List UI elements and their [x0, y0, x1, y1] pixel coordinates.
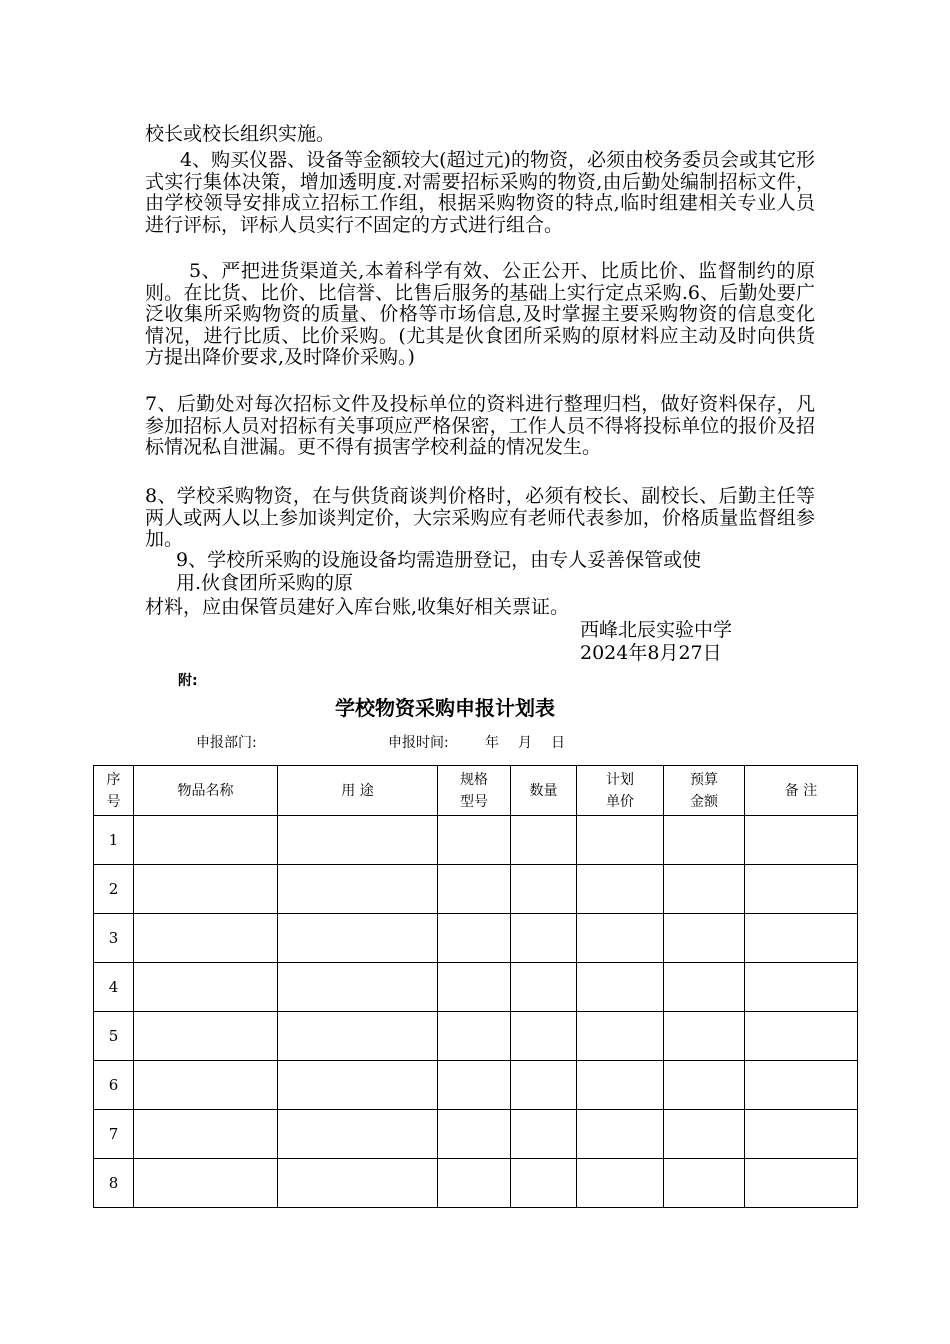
column-header: [278, 766, 438, 816]
table-cell[interactable]: [278, 1159, 438, 1208]
column-header: [438, 766, 511, 816]
table-cell[interactable]: [511, 914, 577, 963]
table-row: [94, 816, 858, 865]
table-cell[interactable]: [511, 865, 577, 914]
table-cell[interactable]: [438, 865, 511, 914]
column-header: [511, 766, 577, 816]
table-cell[interactable]: [438, 1159, 511, 1208]
form-title: 学校物资采购申报计划表: [335, 696, 555, 720]
column-header: [134, 766, 278, 816]
month-label: 月: [518, 735, 532, 751]
table-cell[interactable]: [664, 1061, 745, 1110]
table-cell[interactable]: [511, 1012, 577, 1061]
paragraph-item-9-line3: 材料，应由保管员建好入库台账,收集好相关票证。: [145, 596, 570, 618]
column-header: [94, 766, 134, 816]
table-cell[interactable]: [438, 1061, 511, 1110]
column-header-text: 预算: [690, 771, 718, 788]
table-cell[interactable]: [438, 816, 511, 865]
table-cell[interactable]: [278, 914, 438, 963]
signature-school: 西峰北辰实验中学: [580, 619, 733, 641]
column-header-text: 单价: [606, 793, 634, 810]
table-cell[interactable]: [438, 963, 511, 1012]
table-cell[interactable]: [278, 963, 438, 1012]
report-time-label: 申报时间:: [388, 735, 449, 751]
column-header-text: 用 途: [341, 782, 374, 799]
table-row: [94, 1061, 858, 1110]
table-cell[interactable]: [278, 816, 438, 865]
column-header-text: 金额: [690, 793, 718, 810]
column-header: [577, 766, 664, 816]
table-cell[interactable]: [134, 1012, 278, 1061]
paragraph-item-8: 8、学校采购物资，在与供货商谈判价格时，必须有校长、副校长、后勤主任等两人或两人以上参加谈判定价，大宗采购应有老师代表参加，价格质量监督组参加。: [145, 485, 815, 550]
table-cell[interactable]: [577, 1110, 664, 1159]
table-cell[interactable]: [745, 914, 858, 963]
table-cell[interactable]: [511, 963, 577, 1012]
day-label: 日: [551, 735, 565, 751]
row-number: 3: [94, 914, 134, 963]
table-cell[interactable]: [577, 1159, 664, 1208]
year-label: 年: [485, 735, 499, 751]
column-header-text: 数量: [529, 782, 558, 799]
table-cell[interactable]: [438, 914, 511, 963]
table-cell[interactable]: [745, 1110, 858, 1159]
table-cell[interactable]: [134, 1159, 278, 1208]
row-number: 5: [94, 1012, 134, 1061]
column-header-text: 计划: [606, 771, 634, 788]
paragraph-continuation: 校长或校长组织实施。: [145, 123, 336, 145]
table-cell[interactable]: [664, 1110, 745, 1159]
column-header-text: 物品名称: [177, 782, 234, 799]
row-number: 2: [94, 865, 134, 914]
row-number: 4: [94, 963, 134, 1012]
table-cell[interactable]: [664, 963, 745, 1012]
table-cell[interactable]: [134, 816, 278, 865]
table-header-row: [94, 766, 858, 816]
paragraph-item-5-6: 5、严把进货渠道关,本着科学有效、公正公开、比质比价、监督制约的原则。在比货、比价、比信誉、比售后服务的基础上实行定点采购.6、后勤处要广泛收集所采购物资的质量、价格等市场信息,及时掌握主要采购物资的信息变化情况，进行比质、比价采购。(尤其是伙食团所采购的原材料应主动及时向供货方提出降价要求,及时降价采购。): [145, 260, 815, 368]
table-cell[interactable]: [664, 865, 745, 914]
table-row: [94, 1110, 858, 1159]
table-cell[interactable]: [511, 1061, 577, 1110]
table-row: [94, 865, 858, 914]
row-number: 8: [94, 1159, 134, 1208]
table-cell[interactable]: [438, 1110, 511, 1159]
table-cell[interactable]: [278, 1061, 438, 1110]
table-cell[interactable]: [134, 1110, 278, 1159]
paragraph-item-9-line2: 用.伙食团所采购的原: [176, 572, 354, 594]
column-header-text: 号: [106, 793, 121, 810]
attachment-label: 附:: [178, 673, 198, 689]
table-cell[interactable]: [278, 1012, 438, 1061]
table-cell[interactable]: [664, 1012, 745, 1061]
table-cell[interactable]: [511, 816, 577, 865]
table-cell[interactable]: [745, 865, 858, 914]
table-cell[interactable]: [745, 816, 858, 865]
table-row: [94, 1012, 858, 1061]
table-cell[interactable]: [577, 865, 664, 914]
column-header: [664, 766, 745, 816]
column-header-text: 型号: [460, 793, 488, 810]
table-cell[interactable]: [745, 1159, 858, 1208]
table-cell[interactable]: [664, 816, 745, 865]
column-header-text: 序: [106, 771, 121, 788]
table-row: [94, 1159, 858, 1208]
paragraph-item-7: 7、后勤处对每次招标文件及投标单位的资料进行整理归档，做好资料保存，凡参加招标人员对招标有关事项应严格保密，工作人员不得将投标单位的报价及招标情况私自泄漏。更不得有损害学校利益的情况发生。: [145, 393, 815, 458]
table-cell[interactable]: [278, 1110, 438, 1159]
table-cell[interactable]: [664, 1159, 745, 1208]
row-number: 1: [94, 816, 134, 865]
table-cell[interactable]: [278, 865, 438, 914]
table-cell[interactable]: [511, 1110, 577, 1159]
table-cell[interactable]: [745, 1012, 858, 1061]
signature-date: 2024年8月27日: [580, 642, 722, 664]
paragraph-item-9-line1: 9、学校所采购的设施设备均需造册登记，由专人妥善保管或使: [176, 549, 702, 571]
row-number: 6: [94, 1061, 134, 1110]
table-row: [94, 963, 858, 1012]
column-header: [745, 766, 858, 816]
paragraph-item-4: 4、购买仪器、设备等金额较大(超过元)的物资，必须由校务委员会或其它形式实行集体决策，增加透明度.对需要招标采购的物资,由后勤处编制招标文件，由学校领导安排成立招标工作组，根据采购物资的特点,临时组建相关专业人员进行评标，评标人员实行不固定的方式进行组合。: [145, 149, 815, 236]
table-row: [94, 914, 858, 963]
table-cell[interactable]: [664, 914, 745, 963]
table-cell[interactable]: [577, 914, 664, 963]
column-header-text: 规格: [460, 771, 488, 788]
table-cell[interactable]: [134, 914, 278, 963]
table-body: [94, 816, 858, 1208]
row-number: 7: [94, 1110, 134, 1159]
table-cell[interactable]: [745, 963, 858, 1012]
table-cell[interactable]: [438, 1012, 511, 1061]
table-cell[interactable]: [134, 963, 278, 1012]
department-label: 申报部门:: [196, 735, 257, 751]
table-cell[interactable]: [134, 865, 278, 914]
table-cell[interactable]: [577, 816, 664, 865]
table-cell[interactable]: [577, 1061, 664, 1110]
table-cell[interactable]: [745, 1061, 858, 1110]
table-cell[interactable]: [134, 1061, 278, 1110]
column-header-text: 备 注: [784, 782, 818, 799]
table-cell[interactable]: [577, 963, 664, 1012]
table-cell[interactable]: [577, 1012, 664, 1061]
table-cell[interactable]: [511, 1159, 577, 1208]
procurement-plan-table: [93, 765, 858, 1208]
